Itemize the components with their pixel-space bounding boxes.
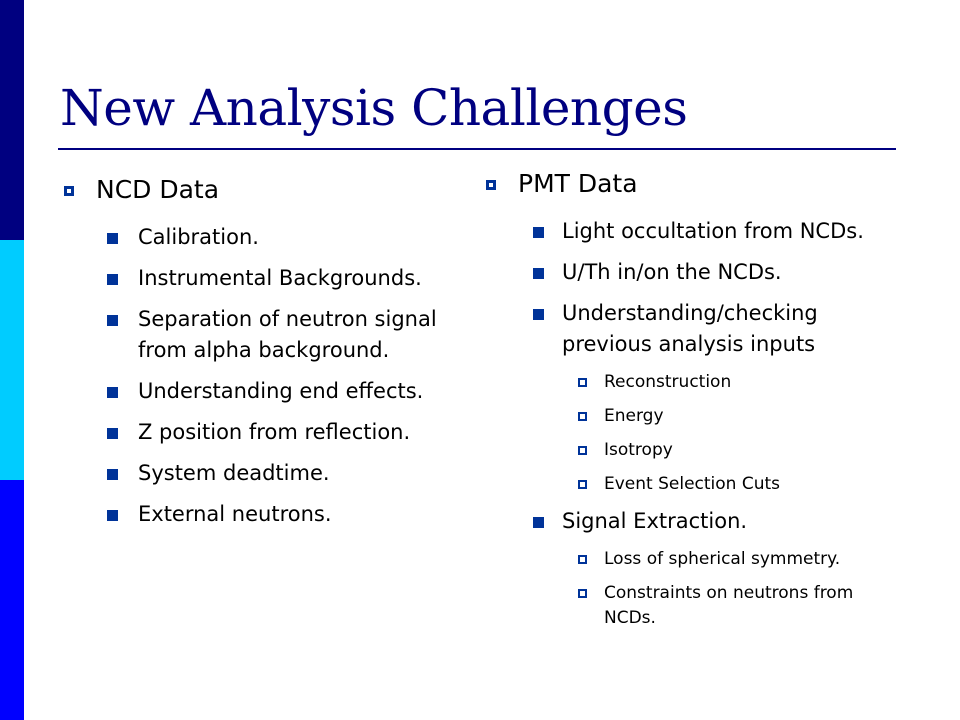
sub-list-item <box>486 370 906 395</box>
hollow-square-icon <box>578 378 587 387</box>
filled-square-icon <box>107 469 118 480</box>
list-item-text: Light occultation from NCDs. <box>562 219 864 243</box>
decorative-stripe-middle <box>0 240 24 480</box>
hollow-square-icon <box>578 589 587 598</box>
decorative-stripe-top <box>0 0 24 240</box>
filled-square-icon <box>533 227 544 238</box>
sub-list-item <box>486 404 906 429</box>
sub-list-item-text: Constraints on neutrons from NCDs. <box>604 583 854 628</box>
list-item-text: Separation of neutron signal from alpha background. <box>138 307 437 362</box>
filled-square-icon <box>107 387 118 398</box>
sub-list-item-text: Isotropy <box>604 440 673 460</box>
sub-list-item-text: Loss of spherical symmetry. <box>604 549 841 569</box>
list-item-text: Signal Extraction. <box>562 509 748 533</box>
filled-square-icon <box>107 428 118 439</box>
left-heading-item <box>64 174 444 206</box>
title-divider <box>58 148 896 150</box>
list-item <box>64 458 444 489</box>
filled-square-icon <box>107 510 118 521</box>
hollow-square-icon <box>578 412 587 421</box>
list-item <box>486 257 906 288</box>
filled-square-icon <box>107 315 118 326</box>
list-item <box>64 499 444 530</box>
sub-list-item-text: Energy <box>604 406 664 426</box>
filled-square-icon <box>107 233 118 244</box>
sub-list-item <box>486 472 906 497</box>
list-item-text: U/Th in/on the NCDs. <box>562 260 782 284</box>
list-item <box>64 417 444 448</box>
sub-list-item <box>486 438 906 463</box>
list-item <box>64 376 444 407</box>
hollow-square-icon <box>578 446 587 455</box>
hollow-square-icon <box>486 180 496 190</box>
sub-list-item <box>486 547 906 572</box>
sub-list-item-text: Reconstruction <box>604 372 732 392</box>
left-column <box>64 174 444 540</box>
list-item <box>64 304 444 366</box>
filled-square-icon <box>533 268 544 279</box>
right-heading-item <box>486 168 906 200</box>
list-item-text: Instrumental Backgrounds. <box>138 266 422 290</box>
list-item <box>64 263 444 294</box>
list-item <box>486 298 906 360</box>
right-heading: PMT Data <box>518 169 638 198</box>
list-item-text: Z position from reflection. <box>138 420 411 444</box>
list-item-text: Understanding end effects. <box>138 379 424 403</box>
list-item-text: Calibration. <box>138 225 259 249</box>
list-item-text: External neutrons. <box>138 502 332 526</box>
slide-title: New Analysis Challenges <box>60 79 688 137</box>
list-item <box>486 506 906 537</box>
hollow-square-icon <box>578 480 587 489</box>
filled-square-icon <box>533 309 544 320</box>
hollow-square-icon <box>578 555 587 564</box>
filled-square-icon <box>533 517 544 528</box>
right-column <box>486 168 906 640</box>
list-item-text: System deadtime. <box>138 461 330 485</box>
list-item <box>64 222 444 253</box>
hollow-square-icon <box>64 186 74 196</box>
sub-list-item <box>486 581 906 631</box>
decorative-stripe-bottom <box>0 480 24 720</box>
list-item <box>486 216 906 247</box>
sub-list-item-text: Event Selection Cuts <box>604 474 781 494</box>
filled-square-icon <box>107 274 118 285</box>
list-item-text: Understanding/checking previous analysis inputs <box>562 301 818 356</box>
left-heading: NCD Data <box>96 175 220 204</box>
